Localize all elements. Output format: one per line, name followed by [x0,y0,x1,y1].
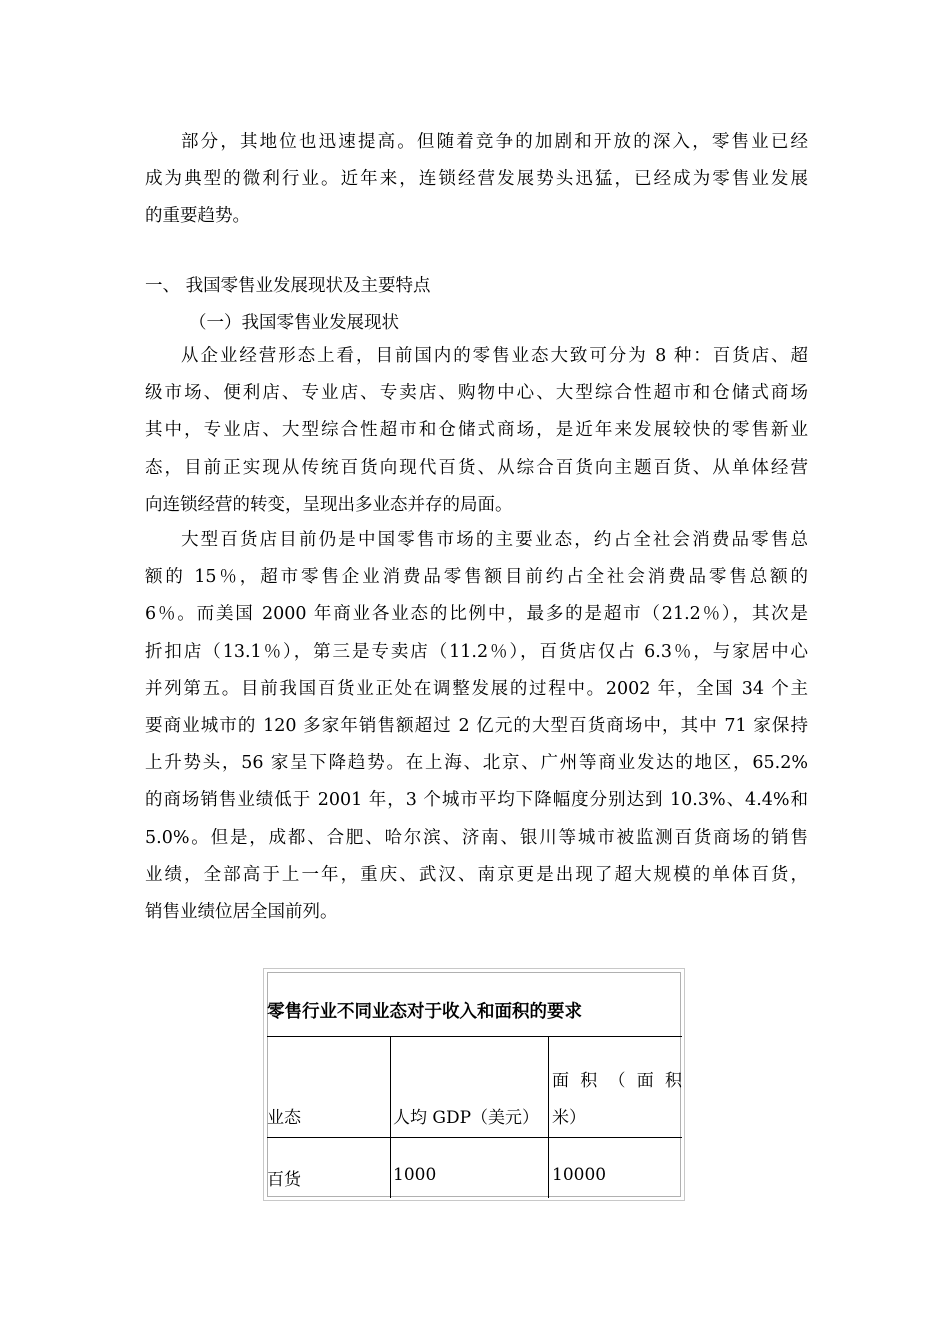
text-line: 6％。而美国 2000 年商业各业态的比例中，最多的是超市（21.2％），其次是 [145,604,808,625]
table-cell-gdp: 1000 [393,1165,437,1185]
text-line: 级市场、便利店、专业店、专卖店、购物中心、大型综合性超市和仓储式商场 [145,383,808,404]
table-cell-format: 百货 [267,1170,301,1190]
text-line: 向连锁经营的转变，呈现出多业态并存的局面。 [145,494,513,515]
text-line: 其中，专业店、大型综合性超市和仓储式商场，是近年来发展较快的零售新业 [145,420,808,441]
paragraph-department-stores [145,522,808,931]
text-line: 上升势头，56 家呈下降趋势。在上海、北京、广州等商业发达的地区，65.2% [145,753,808,774]
text-line: 从企业经营形态上看，目前国内的零售业态大致可分为 8 种：百货店、超 [181,346,808,366]
table-rule [267,1137,682,1138]
text-line: 销售业绩位居全国前列。 [145,901,338,922]
text-line: 折扣店（13.1％），第三是专卖店（11.2％），百货店仅占 6.3％，与家居中心 [145,641,808,662]
text-line: 的重要趋势。 [145,206,250,227]
paragraph-intro [145,124,808,236]
table-title: 零售行业不同业态对于收入和面积的要求 [267,1002,582,1022]
table-rule [267,1036,682,1037]
table-header-area-unit: 米） [552,1108,586,1128]
table-column-divider [548,1036,549,1198]
text-line: 5.0%。但是，成都、合肥、哈尔滨、济南、银川等城市被监测百货商场的销售 [145,827,808,848]
text-line: 并列第五。目前我国百货业正处在调整发展的过程中。2002 年，全国 34 个主 [145,678,808,699]
text-line: 额的 15％，超市零售企业消费品零售额目前约占全社会消费品零售总额的 [145,567,808,588]
text-line: 的商场销售业绩低于 2001 年，3 个城市平均下降幅度分别达到 10.3%、4.4%和 [145,790,808,811]
text-line: 要商业城市的 120 多家年销售额超过 2 亿元的大型百货商场中，其中 71 家保持 [145,715,808,736]
table-header-area: 面 积 （ 面 积 [552,1071,682,1091]
text-line: 成为典型的微利行业。近年来，连锁经营发展势头迅猛，已经成为零售业发展 [145,169,808,190]
text-line: 大型百货店目前仍是中国零售市场的主要业态，约占全社会消费品零售总 [181,530,808,550]
table-header-format: 业态 [267,1108,301,1128]
table-column-divider [390,1036,391,1198]
text-line: 态，目前正实现从传统百货向现代百货、从综合百货向主题百货、从单体经营 [145,457,808,478]
text-line: 业绩，全部高于上一年，重庆、武汉、南京更是出现了超大规模的单体百货， [145,864,808,885]
text-line: 部分，其地位也迅速提高。但随着竞争的加剧和开放的深入，零售业已经 [181,132,808,152]
section-heading: 一、 我国零售业发展现状及主要特点 [145,276,431,296]
sub-heading: （一）我国零售业发展现状 [189,313,399,333]
table-cell-area: 10000 [552,1165,607,1185]
paragraph-formats [145,338,808,524]
table-header-gdp: 人均 GDP（美元） [393,1108,540,1128]
